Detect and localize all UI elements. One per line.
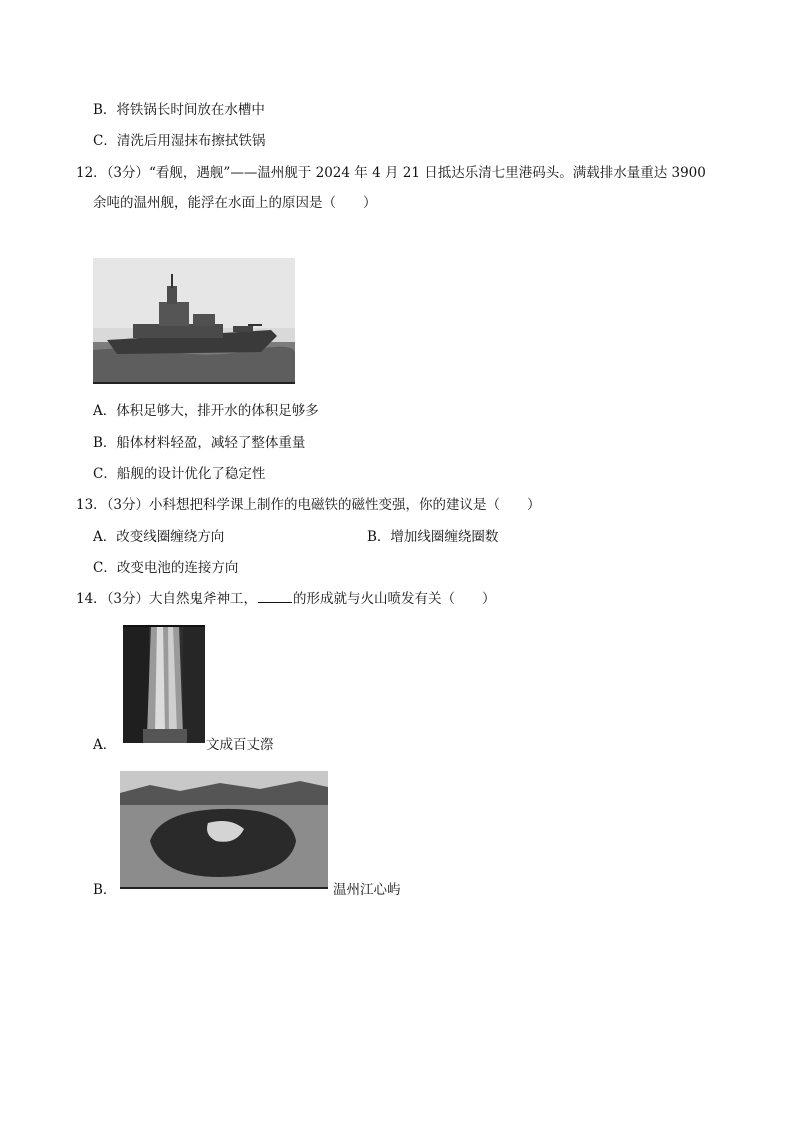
q14-answer-blank bbox=[258, 590, 292, 603]
q12-option-b: B．船体材料轻盈，减轻了整体重量 bbox=[93, 435, 306, 451]
island-aerial-photo bbox=[120, 771, 328, 889]
q14-stem bbox=[76, 590, 496, 608]
warship-photo bbox=[93, 258, 295, 384]
q13-option-a: A．改变线圈缠绕方向 bbox=[93, 529, 225, 545]
q13-option-c: C．改变电池的连接方向 bbox=[93, 560, 239, 576]
q14-option-b-caption: 温州江心屿 bbox=[333, 882, 401, 898]
q13-option-b: B．增加线圈缠绕圈数 bbox=[367, 529, 499, 545]
q14-text-before: 大自然鬼斧神工， bbox=[149, 591, 258, 607]
q12-option-c: C．船舰的设计优化了稳定性 bbox=[93, 466, 266, 482]
q14-option-a-caption: 文成百丈漈 bbox=[206, 737, 274, 753]
q12-number: 12． bbox=[76, 165, 107, 181]
q13-score: （3分） bbox=[106, 497, 150, 513]
q12-stem-line2: 余吨的温州舰，能浮在水面上的原因是（ ） bbox=[93, 195, 377, 211]
q13-number: 13． bbox=[76, 497, 107, 513]
q12-stem-line1 bbox=[76, 164, 706, 182]
q11-option-b: B．将铁锅长时间放在水槽中 bbox=[93, 102, 265, 118]
q12-score: （3分） bbox=[106, 165, 150, 181]
q13-text: 小科想把科学课上制作的电磁铁的磁性变强，你的建议是（ ） bbox=[149, 497, 541, 513]
q12-option-a: A．体积足够大，排开水的体积足够多 bbox=[93, 403, 319, 419]
q14-score: （3分） bbox=[106, 591, 150, 607]
waterfall-photo bbox=[123, 625, 205, 743]
q14-text-after: 的形成就与火山喷发有关（ ） bbox=[293, 591, 496, 607]
q11-option-c: C．清洗后用湿抹布擦拭铁锅 bbox=[93, 133, 266, 149]
q14-number: 14． bbox=[76, 591, 107, 607]
q12-text-line1: “看舰，遇舰”——温州舰于 2024 年 4 月 21 日抵达乐清七里港码头。满载排水量重达 3900 bbox=[149, 165, 706, 181]
q14-option-a-label: A． bbox=[93, 737, 117, 753]
q13-stem bbox=[76, 496, 541, 514]
q14-option-b-label: B． bbox=[93, 882, 117, 898]
